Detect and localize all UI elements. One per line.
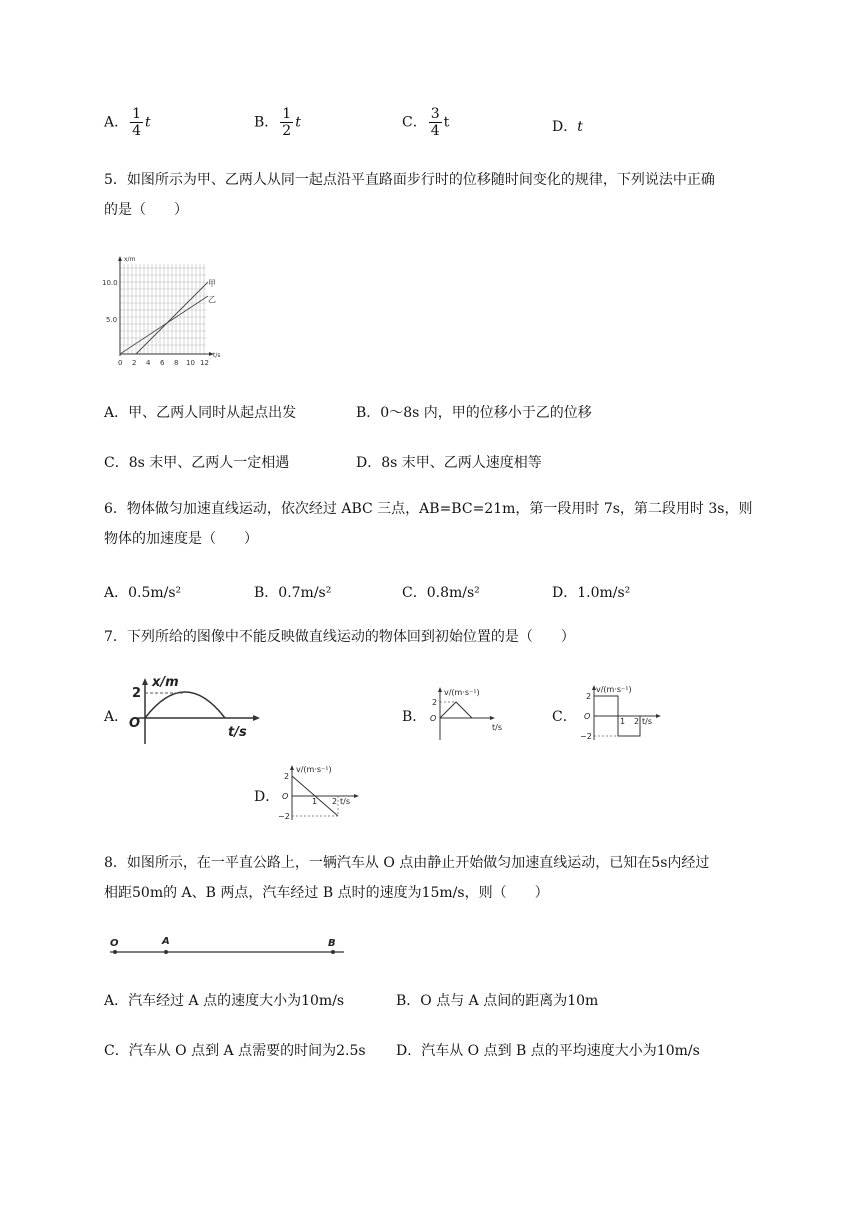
svg-text:1: 1 (620, 717, 626, 726)
y-tick-5: 5.0 (106, 316, 118, 324)
q8-stem: 8．如图所示，在一平直公路上，一辆汽车从 O 点由静止开始做匀加速直线运动，已知在5s内经过 相距50m的 A、B 两点，汽车经过 B 点时的速度为15m/s，则（ ） (104, 855, 710, 901)
x-tick: 12 (200, 359, 209, 367)
svg-text:t/s: t/s (642, 717, 652, 726)
x-tick: 0 (118, 359, 123, 367)
svg-text:2: 2 (432, 698, 438, 707)
q5-option-a: A．甲、乙两人同时从起点出发 (104, 405, 297, 421)
q5-option-c: C．8s 末甲、乙两人一定相遇 (104, 455, 290, 471)
q5-xt-graph (100, 252, 225, 374)
x-axis-label: t/s (213, 352, 221, 359)
x-tick: 4 (146, 359, 151, 367)
q7-label-c: C． (552, 709, 577, 725)
q6-option-c: C．0.8m/s² (402, 585, 480, 601)
q8-road-diagram (104, 932, 354, 962)
svg-text:O: O (584, 712, 591, 721)
q5-stem: 5．如图所示为甲、乙两人从同一起点沿平直路面步行时的位移随时间变化的规律，下列说法中正确 的是（ ） (104, 172, 715, 218)
y-axis-label: x/m (124, 256, 136, 263)
svg-text:O: O (430, 714, 437, 723)
x-tick: 6 (160, 359, 165, 367)
y-axis-arrow (118, 256, 122, 261)
x-tick: 2 (132, 359, 137, 367)
q6-option-a: A．0.5m/s² (104, 585, 182, 601)
svg-text:t/s: t/s (228, 725, 247, 740)
q6-option-d: D．1.0m/s² (552, 585, 631, 601)
svg-text:2: 2 (586, 692, 592, 701)
point-a: A (162, 936, 170, 947)
label-jia: 甲 (208, 279, 216, 288)
q7-stem: 7．下列所给的图像中不能反映做直线运动的物体回到初始位置的是（ ） (104, 629, 575, 645)
point-o: O (110, 938, 119, 949)
svg-text:v/(m·s⁻¹): v/(m·s⁻¹) (444, 688, 480, 697)
q4-option-a: A． $\frac{1}{4}$ t (104, 106, 151, 139)
x-tick: 8 (174, 359, 179, 367)
svg-text:1: 1 (312, 797, 318, 806)
q8-option-b: B．O 点与 A 点间的距离为10m (396, 993, 599, 1009)
fraction: $\frac{3}{4}$ (430, 106, 440, 139)
q7-graph-c (574, 682, 670, 742)
q7-label-b: B． (402, 709, 427, 725)
q4-option-b: B． $\frac{1}{2}$ t (254, 106, 301, 139)
svg-text:2: 2 (284, 772, 290, 781)
svg-text:−2: −2 (580, 732, 592, 741)
q5-option-b: B．0～8s 内，甲的位移小于乙的位移 (356, 405, 592, 421)
point-b: B (328, 938, 336, 949)
svg-text:2: 2 (132, 686, 142, 701)
q4-option-d: D．t (552, 119, 583, 135)
svg-text:O: O (129, 716, 141, 731)
label-yi: 乙 (208, 295, 216, 304)
svg-text:−2: −2 (278, 812, 290, 821)
y-tick-10: 10.0 (102, 279, 118, 287)
svg-text:O: O (282, 792, 289, 801)
q4-option-c: C． $\frac{3}{4}$ t (402, 106, 450, 139)
svg-text:v/(m·s⁻¹): v/(m·s⁻¹) (596, 685, 632, 694)
q6-stem: 6．物体做匀加速直线运动，依次经过 ABC 三点，AB=BC=21m，第一段用时 7s，第二段用时 3s，则 物体的加速度是（ ） (104, 501, 753, 547)
arc-curve (145, 692, 225, 718)
q6-option-b: B．0.7m/s² (254, 585, 332, 601)
q7-graph-a (124, 672, 264, 752)
q7-graph-b (420, 684, 510, 744)
q8-option-d: D．汽车从 O 点到 B 点的平均速度大小为10m/s (396, 1043, 700, 1059)
q7-label-d: D． (254, 789, 280, 805)
svg-text:x/m: x/m (152, 675, 179, 690)
fraction: $\frac{1}{4}$ (132, 106, 142, 139)
svg-text:2: 2 (332, 797, 338, 806)
svg-text:t/s: t/s (492, 723, 502, 732)
q7-graph-d (272, 762, 368, 822)
svg-text:t/s: t/s (340, 797, 350, 806)
q5-option-d: D．8s 末甲、乙两人速度相等 (356, 455, 542, 471)
svg-text:v/(m·s⁻¹): v/(m·s⁻¹) (296, 765, 332, 774)
q7-label-a: A． (104, 709, 129, 725)
fraction: $\frac{1}{2}$ (282, 106, 292, 139)
svg-text:2: 2 (634, 717, 640, 726)
x-tick: 10 (186, 359, 195, 367)
q8-option-c: C．汽车从 O 点到 A 点需要的时间为2.5s (104, 1043, 366, 1059)
q8-option-a: A．汽车经过 A 点的速度大小为10m/s (104, 993, 345, 1009)
